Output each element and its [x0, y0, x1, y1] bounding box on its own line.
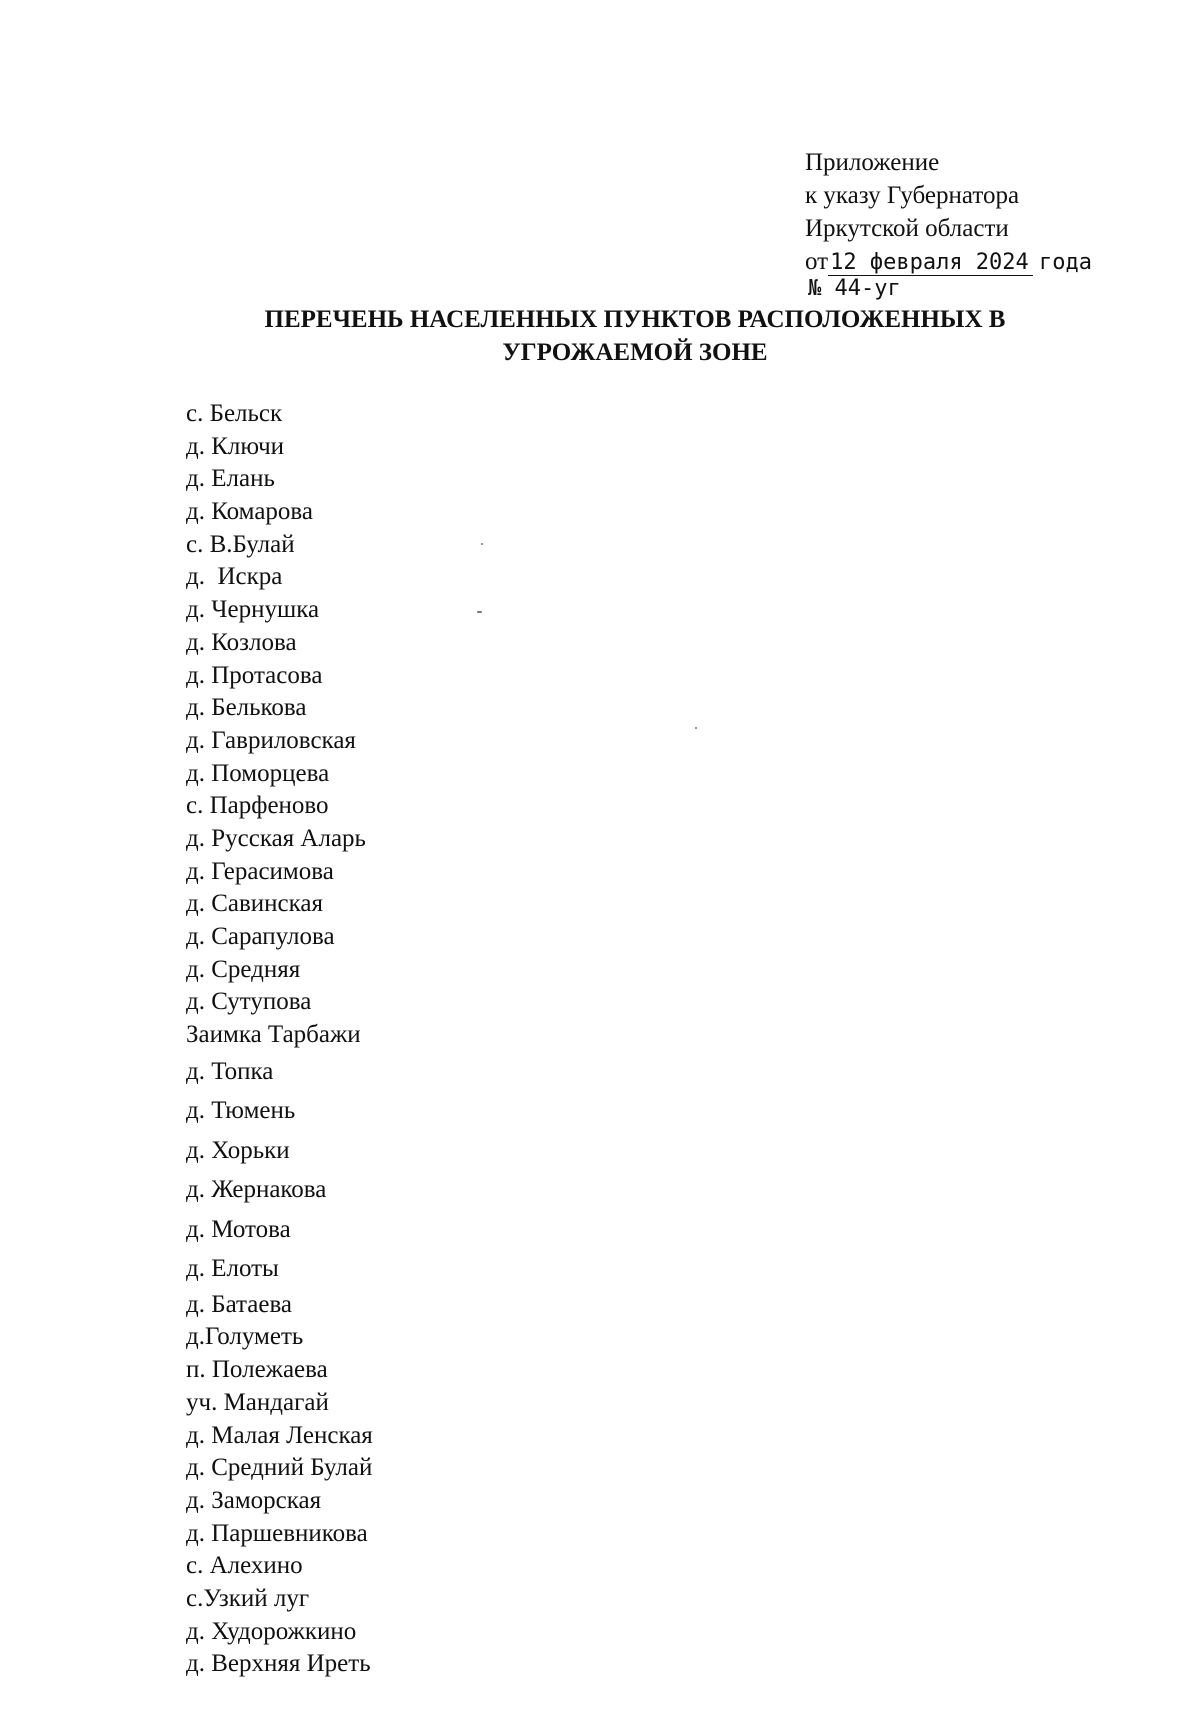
document-title-line-1: ПЕРЕЧЕНЬ НАСЕЛЕННЫХ ПУНКТОВ РАСПОЛОЖЕННЫХ В [264, 306, 1006, 333]
settlement-item: д. Средний Булай [186, 1454, 373, 1482]
settlement-list [186, 398, 373, 1681]
document-title [200, 303, 1070, 369]
settlement-item: с. Алехино [186, 1552, 303, 1580]
settlement-item: д. Средняя [186, 955, 301, 983]
settlement-item: с.Узкий луг [186, 1584, 310, 1612]
settlement-item: д. Сутупова [186, 988, 312, 1016]
settlement-item: д. Протасова [186, 661, 323, 689]
settlement-item: д. Жернакова [186, 1176, 327, 1204]
appendix-date-line [805, 245, 1092, 279]
settlement-item: Заимка Тарбажи [186, 1021, 361, 1049]
settlement-item: д. Мотова [186, 1215, 291, 1243]
settlement-item: д. Тюмень [186, 1097, 296, 1125]
date-suffix: года [1039, 250, 1093, 275]
decree-number-line [808, 276, 901, 302]
settlement-item: д. Белькова [186, 694, 307, 722]
settlement-item: д. Козлова [186, 628, 297, 656]
settlement-item: с. Бельск [186, 400, 283, 427]
settlement-item: д. Заморская [186, 1486, 322, 1514]
settlement-item: д. Сарапулова [186, 923, 335, 950]
document-title-line-2: УГРОЖАЕМОЙ ЗОНЕ [502, 339, 768, 366]
settlement-item: с. Парфеново [186, 792, 329, 820]
settlement-item: д. Чернушка [186, 596, 320, 624]
settlement-item: д. Искра [186, 563, 283, 591]
settlement-item: п. Полежаева [186, 1356, 328, 1384]
settlement-item: д. Гавриловская [186, 726, 356, 754]
settlement-item: д. Хорьки [186, 1136, 290, 1164]
settlement-item: д. Комарова [186, 498, 313, 526]
settlement-item: д. Поморцева [186, 759, 330, 787]
settlement-item: д. Елань [186, 465, 275, 493]
settlement-item: с. В.Булай [186, 530, 295, 558]
settlement-item: д. Паршевникова [186, 1519, 368, 1547]
scan-speck [477, 611, 482, 613]
appendix-region-line: Иркутской области [805, 215, 1009, 242]
settlement-item: д. Герасимова [186, 857, 334, 885]
appendix-header [805, 146, 1092, 279]
settlement-item: д.Голуметь [186, 1323, 304, 1351]
settlement-item: уч. Мандагай [186, 1388, 329, 1416]
appendix-decree-line: к указу Губернатора [805, 182, 1020, 209]
decree-number: 44-уг [834, 276, 901, 301]
appendix-title: Приложение [805, 149, 940, 176]
date-prefix: от [805, 248, 829, 275]
settlement-item: д. Русская Аларь [186, 824, 366, 852]
settlement-item: д. Савинская [186, 890, 324, 918]
scan-speck [481, 543, 483, 545]
scan-speck [695, 727, 697, 729]
settlement-item: д. Верхняя Иреть [186, 1650, 371, 1678]
settlement-item: д. Топка [186, 1057, 274, 1085]
settlement-item: д. Малая Ленская [186, 1421, 373, 1449]
settlement-item: д. Батаева [186, 1290, 293, 1318]
decree-date: 12 февраля 2024 [828, 251, 1033, 276]
settlement-item: д. Елоты [186, 1255, 279, 1283]
settlement-item: д. Худорожкино [186, 1617, 357, 1645]
settlement-item: д. Ключи [186, 432, 285, 460]
number-prefix: № [808, 276, 822, 301]
